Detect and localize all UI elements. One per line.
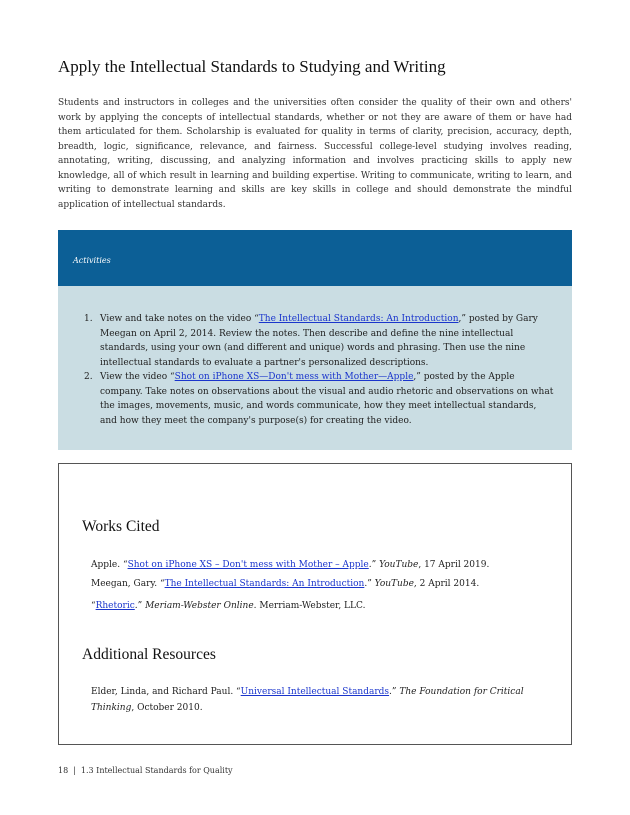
citation-text: Meegan, Gary. “ [91,579,165,589]
citation-text: Apple. “ [91,560,128,570]
citation-link[interactable]: Rhetoric [95,601,135,611]
activity-text: ,” posted by Gary Meegan on April 2, 2014. Review the notes. Then describe and define the nine intellectual standards, using your own (and different and unique) words and phrasing. Then use the nine intellectual standards to evaluate a partner's personalized descriptions. [100,314,538,368]
citation-source: Meriam-Webster Online [145,601,254,611]
list-number: 1. [84,314,93,324]
additional-resources-heading: Additional Resources [82,646,216,663]
citation-entry [91,576,541,592]
citation-entry [91,598,541,614]
page-title: Apply the Intellectual Standards to Studying and Writing [58,57,446,76]
resource-link[interactable]: Universal Intellectual Standards [240,687,390,697]
citation-source: The Foundation for Critical Thinking [91,687,524,713]
apple-video-link[interactable]: Shot on iPhone XS—Don't mess with Mother—Apple [174,372,414,382]
list-number: 2. [84,372,93,382]
citation-text: . Merriam-Webster, LLC. [253,601,366,611]
citation-text: , 2 April 2014. [413,579,480,589]
intro-paragraph: Students and instructors in colleges and the universities often consider the quality of their own and others' work by applying the concepts of intellectual standards, whether or not they are aware of them or have had them articulated for them. Scholarship is evaluated for quality in terms of clarity, precision, accuracy, depth, breadth, logic, significance, relevance, and fairness. Successful college-level studying involves reading, annotating, writing, discussing, and analyzing information and involves practicing skills to apply new knowledge, all of which result in learning and building expertise. Writing to communicate, writing to learn, and writing to demonstrate learning and skills are key skills in college and should demonstrate the mindful application of intellectual standards. [58,98,572,210]
activities-box [58,230,572,450]
citation-text: , October 2010. [131,703,203,713]
activities-list [84,312,554,428]
works-cited-box [58,463,572,745]
citation-source: YouTube [379,560,419,570]
citation-text: .” [364,579,375,589]
citation-entry [91,557,541,573]
activity-text: View and take notes on the video “ [100,314,259,324]
page-footer [58,766,233,775]
activity-item [84,370,554,428]
citation-link[interactable]: Shot on iPhone XS – Don't mess with Mother – Apple [127,560,369,570]
activity-text: View the video “ [100,372,175,382]
activity-item [84,312,554,370]
page-number: 18 [58,766,69,775]
citation-text: , 17 April 2019. [418,560,490,570]
citation-text: .” [368,560,380,570]
citation-text: Elder, Linda, and Richard Paul. “ [91,687,241,697]
activities-header: Activities [58,230,572,286]
citation-link[interactable]: The Intellectual Standards: An Introduction [164,579,365,589]
intellectual-standards-video-link[interactable]: The Intellectual Standards: An Introduction [258,314,459,324]
citation-text: .” [134,601,146,611]
footer-separator: | [73,766,76,775]
citation-source: YouTube [374,579,414,589]
citation-text: .” [389,687,400,697]
works-cited-heading: Works Cited [82,518,160,535]
chapter-title: 1.3 Intellectual Standards for Quality [80,766,233,775]
citation-text: “ [91,601,96,611]
resource-entry [91,684,537,716]
activity-text: ,” posted by the Apple company. Take notes on observations about the visual and audio rhetoric and observations on what the images, movements, music, and words communicate, how they meet intellectual standards, and how they meet the company's purpose(s) for creating the video. [100,372,554,426]
